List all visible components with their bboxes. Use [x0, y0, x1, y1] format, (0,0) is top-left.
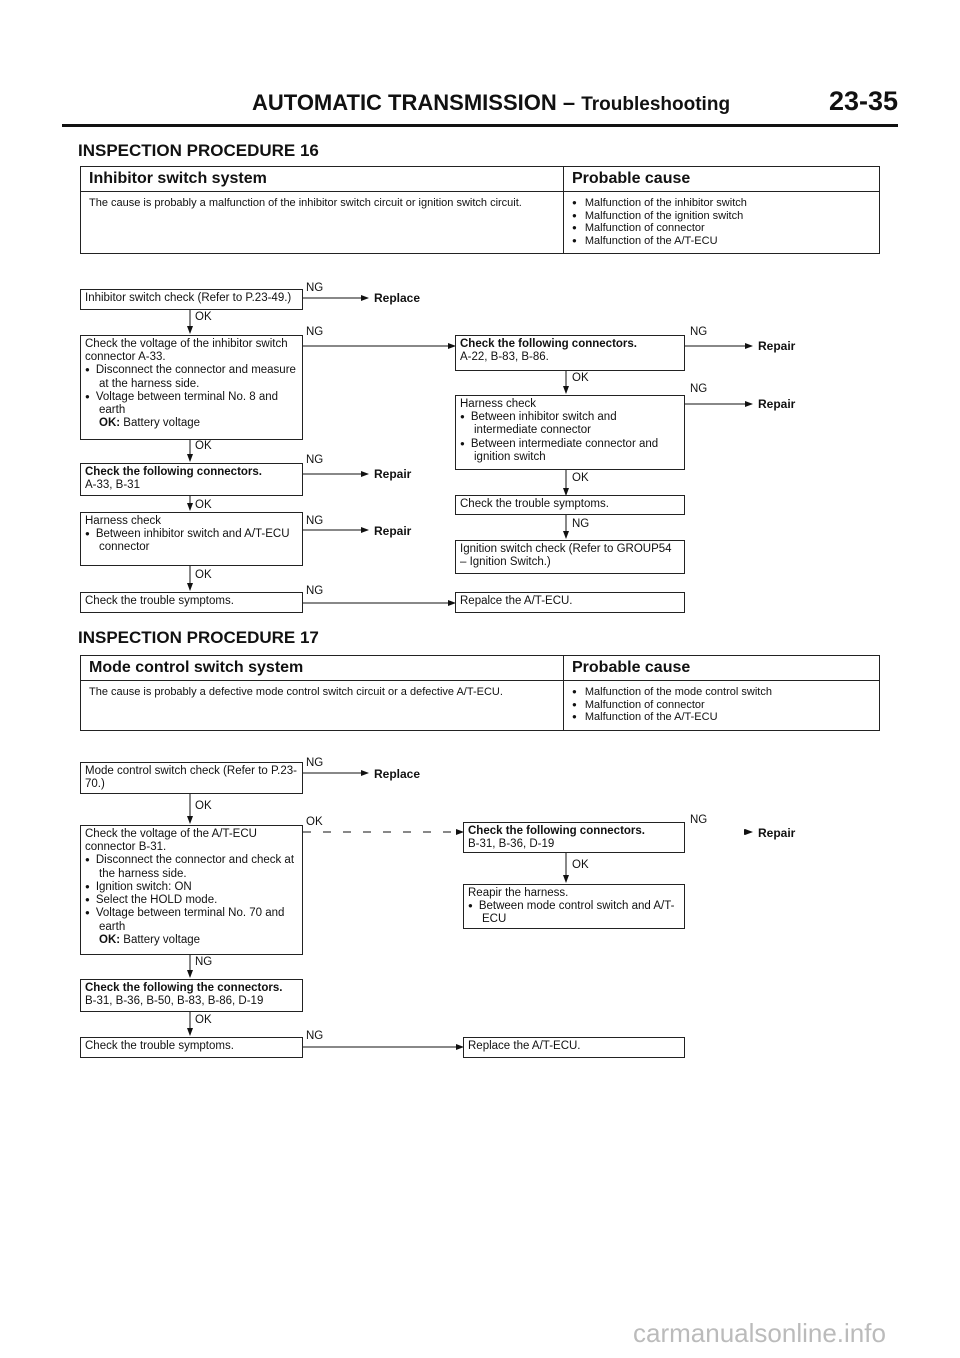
repair-action: Repair	[374, 524, 412, 538]
p17-step-repair-harness	[463, 884, 685, 929]
cause-item: ● Malfunction of the A/T-ECU	[572, 235, 871, 248]
replace-action: Replace	[374, 767, 421, 781]
step-text: A-22, B-83, B-86.	[460, 351, 549, 364]
p16-step-ignition-check: Ignition switch check (Refer to GROUP54 – Ignition Switch.)	[455, 540, 685, 574]
title-dash: –	[562, 90, 576, 115]
step-item: ● Between inhibitor switch and A/T-ECU connector	[85, 528, 298, 554]
step-text: Harness check	[85, 515, 162, 527]
flow-arrowhead	[744, 829, 752, 835]
step-text: A-33, B-31	[85, 479, 140, 492]
repair-action: Repair	[758, 339, 796, 353]
ok-label: OK	[195, 800, 212, 812]
ok-label: OK	[306, 816, 323, 828]
p16-step-harness-right	[455, 395, 685, 470]
section-title: AUTOMATIC TRANSMISSION	[252, 90, 557, 115]
ng-label: NG	[572, 518, 590, 530]
ng-label: NG	[690, 326, 708, 338]
procedure-17-cause-table	[80, 655, 880, 731]
cause-heading: Probable cause	[564, 167, 880, 192]
replace-action: Replace	[374, 291, 421, 305]
p16-step-voltage-check	[80, 335, 303, 440]
cause-item: ● Malfunction of the inhibitor switch	[572, 197, 871, 210]
procedure-17-title: INSPECTION PROCEDURE 17	[78, 628, 319, 647]
ok-label: OK	[195, 1014, 212, 1026]
cause-list	[564, 681, 880, 731]
p16-step-replace-ecu: Repalce the A/T-ECU.	[455, 592, 685, 613]
p16-step-connectors	[80, 463, 303, 496]
step-item: ● Between intermediate connector and ignition switch	[460, 438, 680, 464]
ng-label: NG	[306, 282, 324, 294]
p16-step-connectors-right	[455, 335, 685, 371]
ng-label: NG	[306, 1030, 324, 1042]
step-title: Check the following the connectors.	[85, 982, 283, 994]
ok-label: OK	[195, 499, 212, 511]
ok-key: OK:	[99, 933, 121, 946]
step-ok	[85, 417, 298, 430]
step-item: ● Between inhibitor switch and intermediate connector	[460, 411, 680, 437]
ok-label: OK	[572, 372, 589, 384]
p16-step-inhibitor-check: Inhibitor switch check (Refer to P.23-49.)	[80, 289, 303, 310]
step-item: ● Between mode control switch and A/T-ECU	[468, 900, 680, 926]
step-text: Check the voltage of the inhibitor switch connector A-33.	[85, 338, 288, 364]
repair-action: Repair	[758, 397, 796, 411]
cause-description: The cause is probably a defective mode control switch circuit or a defective A/T-ECU.	[81, 681, 564, 731]
step-item: ● Ignition switch: ON	[85, 881, 298, 894]
ok-value: Battery voltage	[123, 933, 201, 946]
footer-watermark: carmanualsonline.info	[633, 1318, 886, 1348]
cause-item: ● Malfunction of the A/T-ECU	[572, 711, 871, 724]
p17-step-voltage-check	[80, 825, 303, 955]
cause-item: ● Malfunction of the ignition switch	[572, 210, 871, 223]
ok-label: OK	[195, 311, 212, 323]
ok-label: OK	[572, 859, 589, 871]
step-text: Reapir the harness.	[468, 887, 569, 899]
ng-label: NG	[690, 383, 708, 395]
procedure-16-title: INSPECTION PROCEDURE 16	[78, 141, 319, 160]
p17-step-connectors-right	[463, 822, 685, 853]
p17-step-symptoms: Check the trouble symptoms.	[80, 1037, 303, 1058]
cause-item: ● Malfunction of the mode control switch	[572, 686, 871, 699]
ok-label: OK	[572, 472, 589, 484]
ng-label: NG	[306, 326, 324, 338]
repair-action: Repair	[758, 826, 796, 840]
step-item: ● Disconnect the connector and check at the harness side.	[85, 854, 298, 880]
ok-label: OK	[195, 569, 212, 581]
ng-label: NG	[306, 757, 324, 769]
step-title: Check the following connectors.	[468, 825, 645, 837]
ok-value: Battery voltage	[123, 417, 201, 430]
step-item: ● Voltage between terminal No. 8 and earth	[85, 391, 298, 417]
p16-step-harness	[80, 512, 303, 566]
step-item: ● Disconnect the connector and measure at the harness side.	[85, 364, 298, 390]
ok-key: OK:	[99, 417, 121, 430]
cause-description: The cause is probably a malfunction of the inhibitor switch circuit or ignition switch circuit.	[81, 192, 564, 254]
step-item: ● Voltage between terminal No. 70 and earth	[85, 907, 298, 933]
cause-item: ● Malfunction of connector	[572, 699, 871, 712]
ng-label: NG	[690, 814, 708, 826]
step-title: Check the following connectors.	[85, 466, 262, 478]
p16-step-symptoms-right: Check the trouble symptoms.	[455, 495, 685, 515]
cause-heading: Probable cause	[564, 656, 880, 681]
step-text: B-31, B-36, B-50, B-83, B-86, D-19	[85, 995, 264, 1008]
step-text: Check the voltage of the A/T-ECU connector B-31.	[85, 828, 257, 854]
ng-label: NG	[195, 956, 213, 968]
ng-label: NG	[306, 585, 324, 597]
repair-action: Repair	[374, 467, 412, 481]
ng-label: NG	[306, 515, 324, 527]
p17-step-connectors	[80, 979, 303, 1012]
system-heading: Mode control switch system	[81, 656, 564, 681]
p16-step-symptoms: Check the trouble symptoms.	[80, 592, 303, 613]
ok-label: OK	[195, 440, 212, 452]
ng-label: NG	[306, 454, 324, 466]
step-item: ● Select the HOLD mode.	[85, 894, 298, 907]
step-ok	[85, 934, 298, 947]
step-text: B-31, B-36, D-19	[468, 838, 555, 851]
p17-step-mode-switch-check: Mode control switch check (Refer to P.23-70.)	[80, 762, 303, 794]
section-subtitle: Troubleshooting	[581, 94, 731, 115]
cause-item: ● Malfunction of connector	[572, 222, 871, 235]
system-heading: Inhibitor switch system	[81, 167, 564, 192]
step-text: Harness check	[460, 398, 537, 410]
p17-step-replace-ecu: Replace the A/T-ECU.	[463, 1037, 685, 1058]
step-title: Check the following connectors.	[460, 338, 637, 350]
page-number: 23-35	[828, 86, 898, 116]
